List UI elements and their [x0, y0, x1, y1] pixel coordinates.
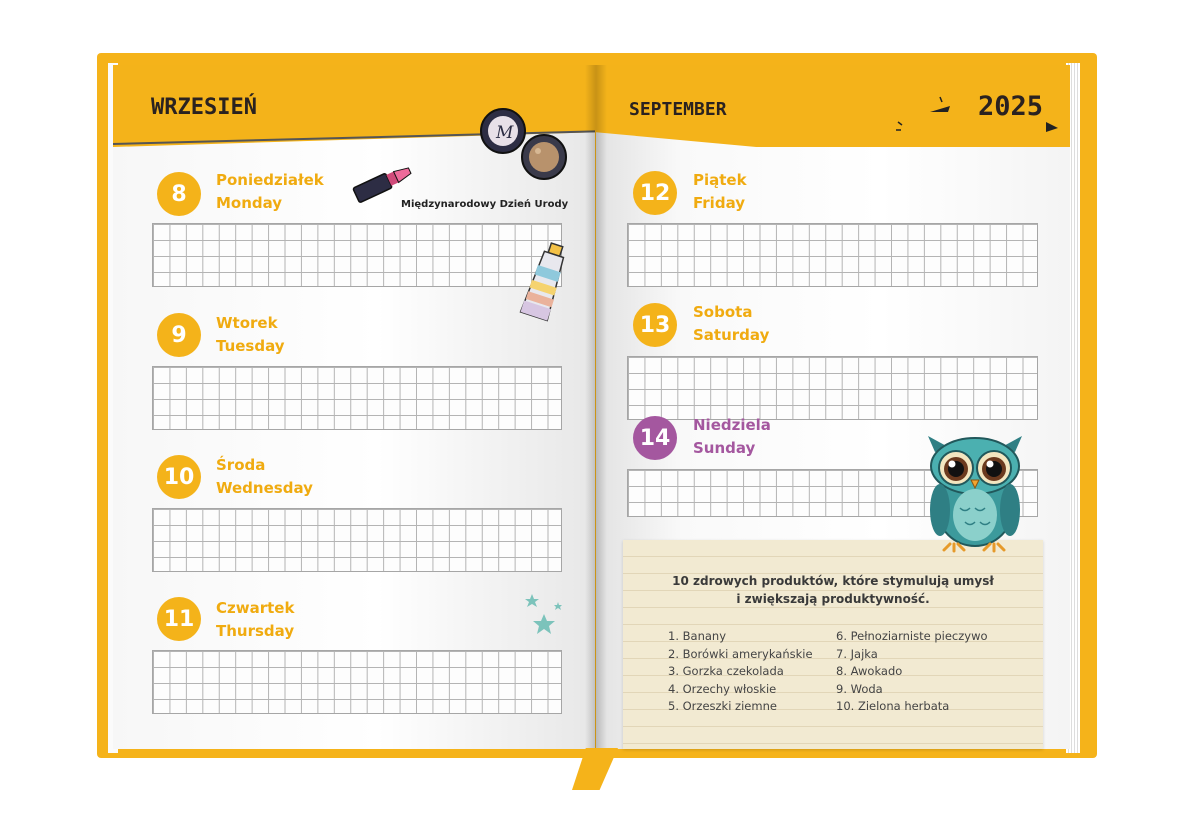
day-number: 8 [157, 172, 201, 216]
eyeshadow-compact-icon [478, 107, 573, 182]
month-title-pl: WRZESIEŃ [151, 95, 257, 120]
tip-card [623, 540, 1043, 749]
list-item: 9. Woda [836, 681, 883, 696]
day-name [216, 454, 313, 500]
list-item: 8. Awokado [836, 664, 903, 678]
tip-list-right [836, 628, 988, 716]
day-notes-grid[interactable] [152, 650, 562, 714]
list-item: 3. Gorzka czekolada [668, 664, 784, 678]
spine-shadow [585, 65, 607, 749]
day-number: 9 [157, 313, 201, 357]
owl-icon [920, 430, 1030, 552]
day-name-en: Monday [216, 194, 283, 212]
month-title-en: SEPTEMBER [629, 99, 727, 120]
tip-title-line2: i zwiększają produktywność. [736, 592, 930, 606]
day-name-pl: Wtorek [216, 314, 278, 332]
cream-tube-icon [515, 240, 575, 325]
day-name-pl: Czwartek [216, 599, 295, 617]
day-name [693, 301, 769, 347]
list-item: 2. Borówki amerykańskie [668, 646, 813, 661]
list-item: 7. Jajka [836, 646, 878, 661]
day-notes-grid[interactable] [627, 223, 1038, 287]
day-number: 11 [157, 597, 201, 641]
star-icon [522, 590, 567, 640]
day-notes-grid[interactable] [152, 223, 562, 287]
day-notes-grid[interactable] [152, 366, 562, 430]
day-name-en: Thursday [216, 622, 295, 640]
day-name [693, 169, 747, 215]
day-name [693, 414, 771, 460]
day-number: 13 [633, 303, 677, 347]
list-item: 1. Banany [668, 629, 726, 643]
day-number-sunday: 14 [633, 416, 677, 460]
list-item: 6. Pełnoziarniste pieczywo [836, 629, 988, 643]
day-name-en: Wednesday [216, 479, 313, 497]
day-name [216, 597, 294, 643]
day-name-pl: Niedziela [693, 416, 771, 434]
tip-list-left [668, 628, 813, 716]
day-number: 12 [633, 171, 677, 215]
year-title: 2025 [978, 91, 1044, 122]
list-item: 4. Orzechy włoskie [668, 681, 777, 696]
day-name-pl: Piątek [693, 171, 747, 189]
event-label: Międzynarodowy Dzień Urody [401, 199, 569, 210]
day-name-en: Sunday [693, 439, 756, 457]
day-name-pl: Środa [216, 456, 266, 474]
sparkle-marks-icon [928, 92, 1058, 137]
day-name-en: Tuesday [216, 337, 285, 355]
lipstick-icon [348, 162, 418, 202]
day-name [216, 312, 285, 358]
list-item: 10. Zielona herbata [836, 699, 950, 713]
day-notes-grid[interactable] [152, 508, 562, 572]
day-name-pl: Poniedziałek [216, 171, 324, 189]
svg-text:M: M [496, 123, 514, 143]
day-name-pl: Sobota [693, 303, 753, 321]
list-item: 5. Orzeszki ziemne [668, 699, 777, 713]
day-name [216, 169, 324, 215]
day-notes-grid[interactable] [627, 356, 1038, 420]
day-number: 10 [157, 455, 201, 499]
day-name-en: Friday [693, 194, 746, 212]
tip-title-line1: 10 zdrowych produktów, które stymulują umysł [672, 574, 994, 588]
day-name-en: Saturday [693, 326, 770, 344]
